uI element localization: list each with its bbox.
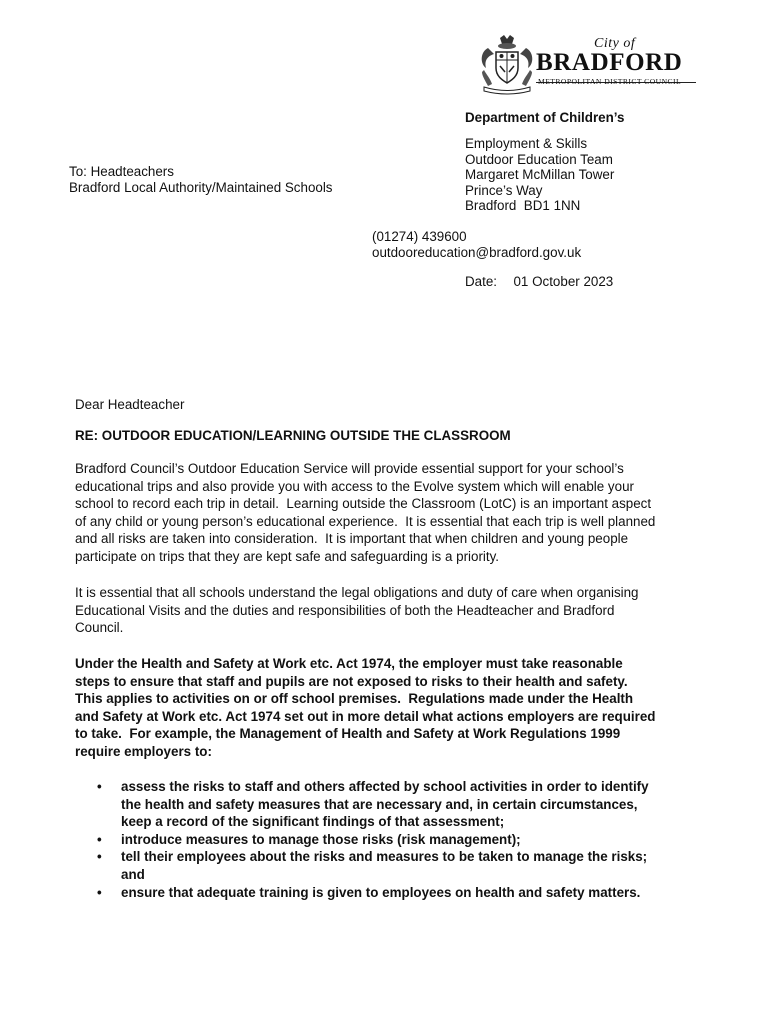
paragraph-line: steps to ensure that staff and pupils are not exposed to risks to their health and safety. — [75, 673, 628, 689]
paragraph-line: and all risks are taken into consideration. It is important that when children and young people — [75, 531, 629, 547]
subject-line: RE: OUTDOOR EDUCATION/LEARNING OUTSIDE THE CLASSROOM — [75, 428, 511, 443]
list-item-line: tell their employees about the risks and measures to be taken to manage the risks; — [121, 849, 648, 865]
department-title: Department of Children’s — [465, 110, 625, 125]
paragraph-1 — [75, 460, 655, 566]
list-item — [75, 884, 649, 902]
paragraph-2 — [75, 584, 639, 637]
paragraph-line: It is essential that all schools understand the legal obligations and duty of care when organising — [75, 585, 639, 600]
list-item — [75, 778, 649, 831]
list-item — [75, 831, 649, 849]
date-value: 01 October 2023 — [513, 274, 614, 289]
paragraph-line: Under the Health and Safety at Work etc. Act 1974, the employer must take reasonable — [75, 656, 623, 671]
paragraph-line: require employers to: — [75, 743, 212, 759]
logo-bradford: BRADFORD — [536, 49, 683, 76]
bullet-icon: • — [97, 849, 102, 865]
list-item-line: assess the risks to staff and others affected by school activities in order to identify — [121, 779, 649, 794]
paragraph-line: to take. For example, the Management of Health and Safety at Work Regulations 1999 — [75, 726, 621, 742]
paragraph-line: and Safety at Work etc. Act 1974 set out in more detail what actions employers are required — [75, 708, 656, 724]
coat-of-arms-icon — [476, 34, 538, 96]
list-item-line: the health and safety measures that are necessary and, in certain circumstances, — [121, 796, 638, 812]
paragraph-3 — [75, 655, 655, 761]
paragraph-line: Bradford Council’s Outdoor Education Service will provide essential support for your school’s — [75, 461, 624, 476]
logo-city-of: City of — [594, 36, 636, 51]
logo-council-name: METROPOLITAN DISTRICT COUNCIL — [538, 77, 682, 86]
paragraph-line: participate on trips that they are kept safe and safeguarding is a priority. — [75, 548, 500, 564]
paragraph-line: Educational Visits and the duties and responsibilities of both the Headteacher and Bradford — [75, 602, 615, 618]
list-item-line: ensure that adequate training is given to employees on health and safety matters. — [121, 884, 641, 900]
bullet-list — [75, 778, 649, 901]
address-line: Employment & Skills — [465, 136, 588, 151]
date-label: Date: — [465, 274, 498, 289]
paragraph-line: Council. — [75, 620, 124, 636]
paragraph-line: of any child or young person’s educational experience. It is essential that each trip is well planned — [75, 513, 656, 529]
recipient-to: To: Headteachers — [69, 164, 174, 179]
contact-block — [372, 229, 581, 260]
bullet-icon: • — [97, 779, 102, 794]
address-line: Bradford BD1 1NN — [465, 198, 581, 213]
list-item-line: introduce measures to manage those risks (risk management); — [121, 831, 521, 847]
paragraph-line: educational trips and also provide you with access to the Evolve system which will enable your — [75, 478, 634, 494]
list-item — [75, 848, 649, 883]
address-line: Prince’s Way — [465, 182, 543, 198]
paragraph-line: This applies to activities on or off school premises. Regulations made under the Health — [75, 691, 634, 707]
list-item-line: and — [121, 866, 145, 882]
recipient-org: Bradford Local Authority/Maintained Schools — [69, 179, 333, 195]
paragraph-line: school to record each trip in detail. Learning outside the Classroom (LotC) is an important aspect — [75, 496, 652, 512]
contact-phone: (01274) 439600 — [372, 229, 467, 244]
recipient-block — [69, 164, 333, 195]
list-item-line: keep a record of the significant findings of that assessment; — [121, 814, 505, 830]
bullet-icon: • — [97, 884, 102, 900]
date-row — [465, 274, 613, 290]
salutation: Dear Headteacher — [75, 397, 185, 412]
sender-address — [465, 136, 614, 214]
contact-email[interactable]: outdooreducation@bradford.gov.uk — [372, 244, 582, 260]
address-line: Outdoor Education Team — [465, 151, 613, 167]
address-line: Margaret McMillan Tower — [465, 167, 615, 182]
bullet-icon: • — [97, 831, 102, 847]
